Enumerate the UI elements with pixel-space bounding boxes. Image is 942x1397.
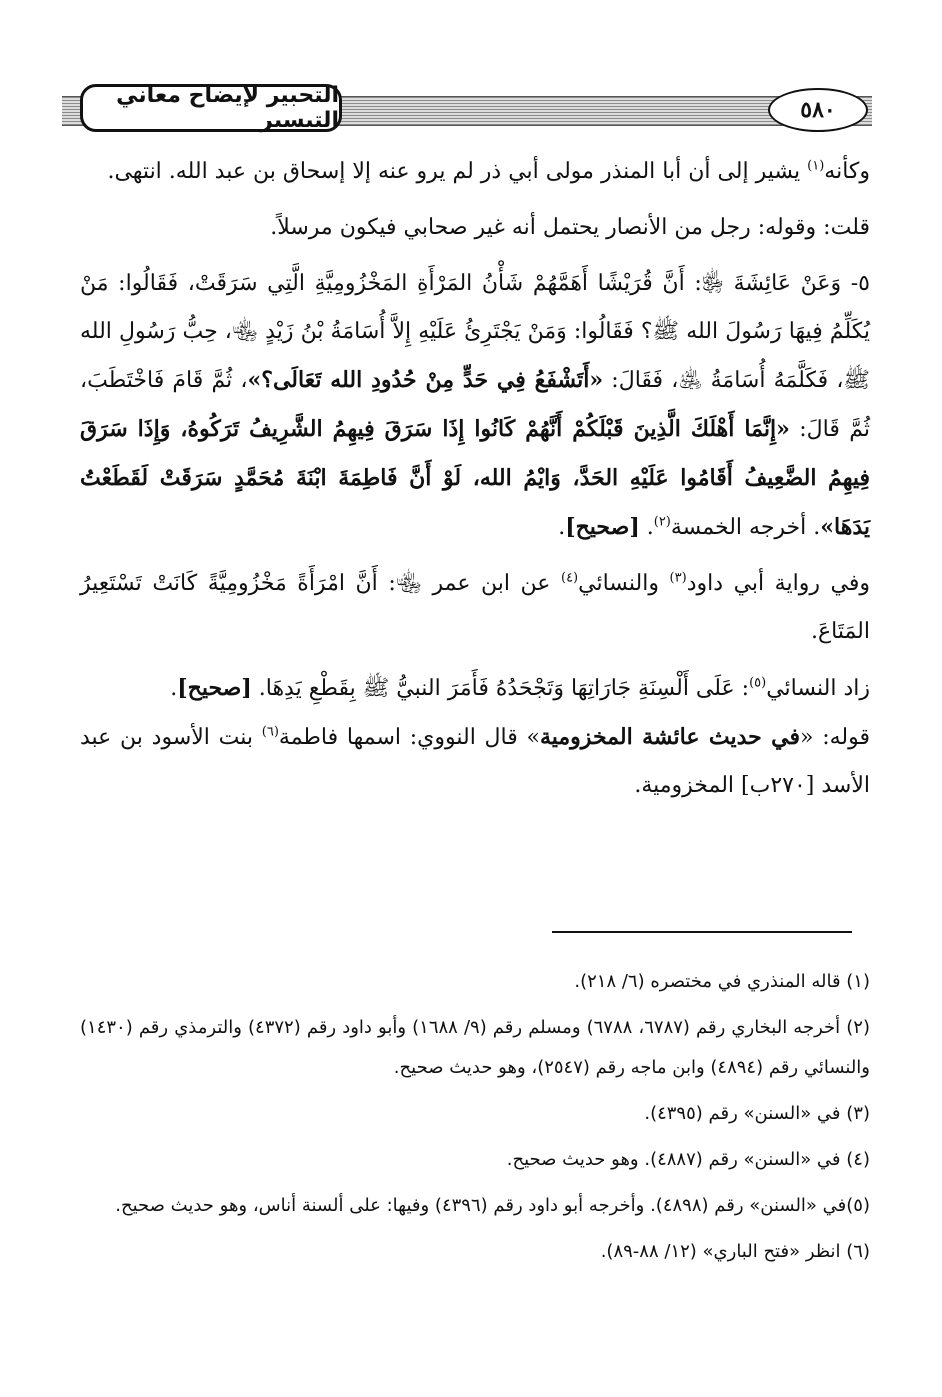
footnote-4: (٤) في «السنن» رقم (٤٨٨٧). وهو حديث صحيح. (506, 1149, 870, 1170)
footnote-ref-4: (٤) (560, 570, 579, 586)
page-header (62, 80, 872, 142)
footnote-separator (552, 931, 852, 933)
paragraph-6: قوله: «في حديث عائشة المخزومية» قال النووي: اسمها فاطمة$^{(٦)}$ بنت الأسود بن عبد الأسد [٢٧٠ب] المخزومية. (80, 724, 871, 798)
footnote-ref-5: (٥) (749, 675, 767, 691)
footnote-ref-3: (٣) (669, 570, 687, 586)
footnote-ref-2: (٢) (653, 514, 671, 530)
grade-sahih: [صحيح] (565, 514, 640, 540)
footnote-ref-6: (٦) (261, 724, 279, 740)
page-number: ٥٨٠ (768, 88, 868, 132)
footnote-5: (٥)في «السنن» رقم (٤٨٩٨). وأخرجه أبو داود رقم (٤٣٩٦) وفيها: على ألسنة أناس، وهو حديث صحيح. (115, 1195, 870, 1216)
paragraph-4: وفي رواية أبي داود$^{(٣)}$ والنسائي$^{(٤)}$ عن ابن عمر ﵄: أَنَّ امْرَأَةً مَخْزُومِيَّةً كَانَتْ تَسْتَعِيرُ المَتَاعَ. (80, 570, 870, 644)
footnote-1: (١) قاله المنذري في مختصره (٦/ ٢١٨). (574, 971, 870, 992)
paragraph-1: وكأنه$^{(١)}$ يشير إلى أن أبا المنذر مولى أبي ذر لم يرو عنه إلا إسحاق بن عبد الله. انتهى. (107, 158, 870, 184)
footnotes (80, 962, 870, 1278)
paragraph-5: زاد النسائي$^{(٥)}$: عَلَى أَلْسِنَةِ جَارَاتِهَا وَتَجْحَدُهُ فَأَمَرَ النبيُّ ﷺ بِقَطْعِ يَدِهَا. [صحيح]. (170, 675, 870, 701)
footnote-6: (٦) انظر «فتح الباري» (١٢/ ٨٨-٨٩). (600, 1241, 870, 1262)
grade-sahih-2: [صحيح] (177, 675, 252, 701)
footnote-2: (٢) أخرجه البخاري رقم (٦٧٨٧، ٦٧٨٨) ومسلم رقم (٩/ ١٦٨٨) وأبو داود رقم (٤٣٧٢) والترمذي رقم (١٤٣٠) والنسائي رقم (٤٨٩٤) وابن ماجه رقم (٢٥٤٧)، وهو حديث صحيح. (80, 1017, 870, 1078)
paragraph-2: قلت: وقوله: رجل من الأنصار يحتمل أنه غير صحابي فيكون مرسلاً. (270, 215, 870, 240)
book-title: التحبير لإيضاح معاني التيسير (80, 84, 342, 132)
main-text (80, 148, 870, 810)
footnote-3: (٣) في «السنن» رقم (٤٣٩٥). (644, 1103, 870, 1124)
footnote-ref-1: (١) (807, 158, 825, 174)
hadith-quote-1: «أَتَشْفَعُ فِي حَدٍّ مِنْ حُدُودِ الله تَعَالَى؟» (247, 367, 604, 393)
hadith-quote-2: «إِنَّمَا أَهْلَكَ الَّذِينَ قَبْلَكُمْ أَنَّهُمْ كَانُوا إِذَا سَرَقَ فِيهِمُ الشَّرِيفُ تَرَكُوهُ، وَإِذَا سَرَقَ فِيهِمُ الضَّعِيفُ أَقَامُوا عَلَيْهِ الحَدَّ، وَايْمُ الله، لَوْ أَنَّ فَاطِمَةَ ابْنَةَ مُحَمَّدٍ سَرَقَتْ لَقَطَعْتُ يَدَهَا» (80, 416, 870, 540)
hadith-paragraph: ٥- وَعَنْ عَائِشَةَ ﵂: أَنَّ قُرَيْشًا أَهَمَّهُمْ شَأْنُ المَرْأَةِ المَخْزُومِيَّةِ الَّتِي سَرَقَتْ، فَقَالُوا: مَنْ يُكَلِّمُ فِيهَا رَسُولَ الله ﷺ؟ فَقَالُوا: وَمَنْ يَجْتَرِئُ عَلَيْهِ إِلاَّ أُسَامَةُ بْنُ زَيْدٍ ﵄، حِبُّ رَسُولِ الله ﷺ، فَكَلَّمَهُ أُسَامَةُ ﵁، فَقَالَ: «أَتَشْفَعُ فِي حَدٍّ مِنْ حُدُودِ الله تَعَالَى؟»، ثُمَّ قَامَ فَاخْتَطَبَ، ثُمَّ قَالَ: «إِنَّمَا أَهْلَكَ الَّذِينَ قَبْلَكُمْ أَنَّهُمْ كَانُوا إِذَا سَرَقَ فِيهِمُ الشَّرِيفُ تَرَكُوهُ، وَإِذَا سَرَقَ فِيهِمُ الضَّعِيفُ أَقَامُوا عَلَيْهِ الحَدَّ، وَايْمُ الله، لَوْ أَنَّ فَاطِمَةَ ابْنَةَ مُحَمَّدٍ سَرَقَتْ لَقَطَعْتُ يَدَهَا». أخرجه الخمسة$^{(٢)}$. [صحيح]. (80, 271, 871, 540)
quoted-phrase: في حديث عائشة المخزومية (539, 724, 801, 750)
